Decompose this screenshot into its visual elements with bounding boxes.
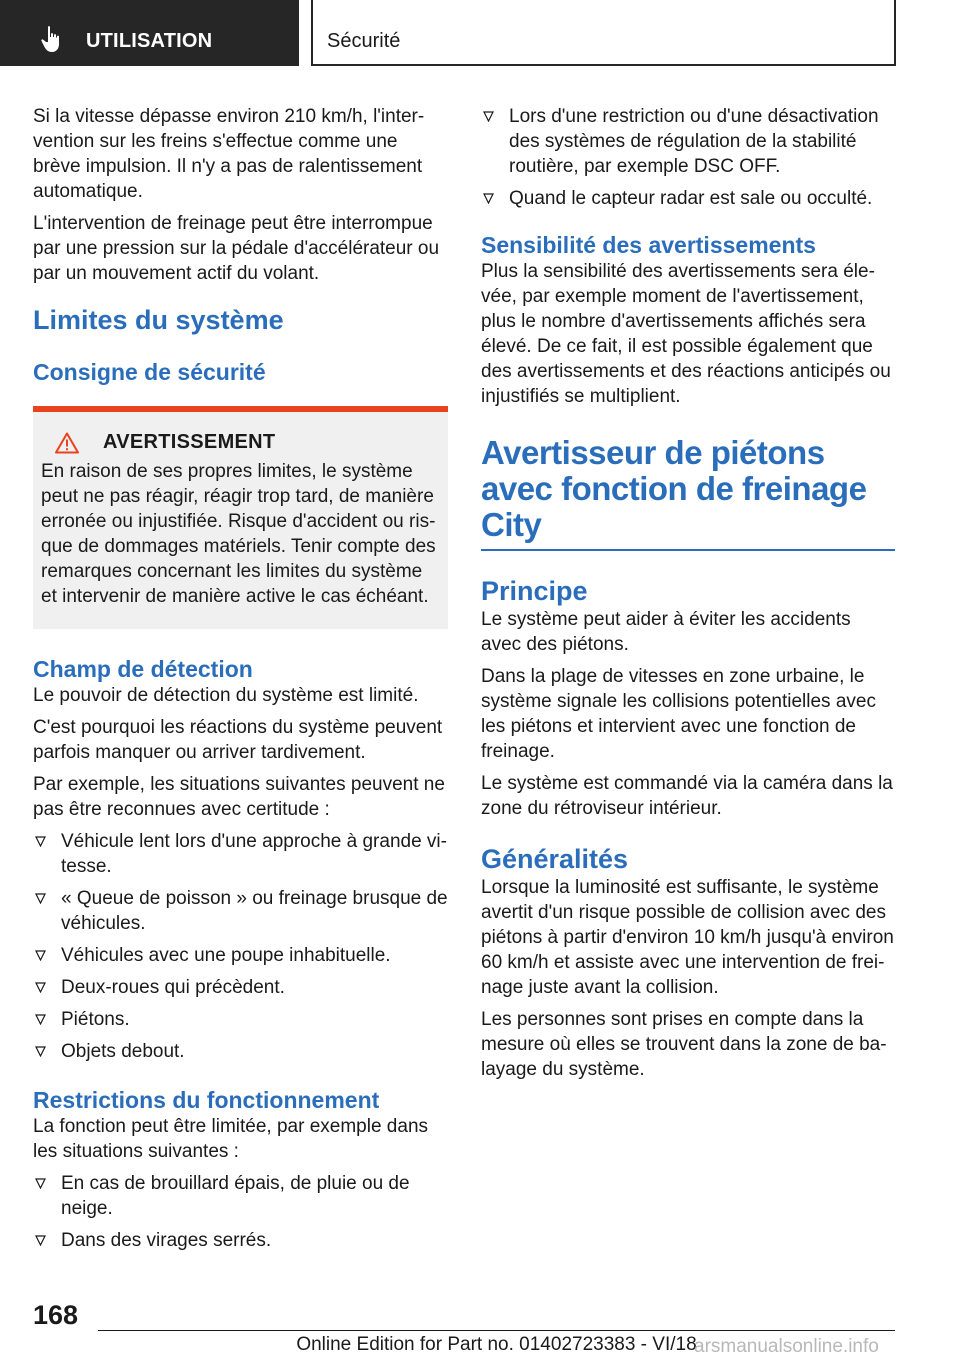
page-header xyxy=(0,0,960,66)
list-item: Quand le capteur radar est sale ou occulté. xyxy=(481,186,895,211)
watermark: arsmanualsonline.info xyxy=(694,1336,879,1357)
list-item: Piétons. xyxy=(33,1007,448,1032)
list-item: Objets debout. xyxy=(33,1039,448,1064)
paragraph: La fonction peut être limitée, par exemple dans les situations suivantes : xyxy=(33,1116,429,1162)
list-item: Deux-roues qui précèdent. xyxy=(33,975,448,1000)
paragraph: Par exemple, les situations suivantes peuvent ne pas être reconnues avec certitude : xyxy=(33,774,445,820)
paragraph: Le système peut aider à éviter les accidents avec des piétons. xyxy=(481,609,851,655)
triangle-bullet-icon xyxy=(483,111,494,122)
chapter-title: Avertisseur de piétons avec fonction de freinage City xyxy=(481,434,867,543)
section-label: UTILISATION xyxy=(86,30,213,52)
triangle-bullet-icon xyxy=(35,893,46,904)
situations-list xyxy=(33,829,448,1064)
paragraph: C'est pourquoi les réactions du système peuvent parfois manquer ou arriver tardivement. xyxy=(33,717,443,763)
restrictions-list-continued xyxy=(481,104,895,211)
list-item: En cas de brouillard épais, de pluie ou de neige. xyxy=(33,1171,448,1221)
triangle-bullet-icon xyxy=(483,193,494,204)
paragraph: Les personnes sont prises en compte dans la mesure où elles se trouvent dans la zone de ba‐layage du système. xyxy=(481,1009,887,1080)
warning-triangle-icon xyxy=(55,432,79,454)
heading-limites: Limites du système xyxy=(33,305,284,335)
heading-champ: Champ de détection xyxy=(33,656,253,682)
heading-sensibilite: Sensibilité des avertissements xyxy=(481,232,816,258)
footer-divider xyxy=(98,1330,895,1331)
triangle-bullet-icon xyxy=(35,1235,46,1246)
triangle-bullet-icon xyxy=(35,1046,46,1057)
right-column xyxy=(481,104,895,1089)
heading-generalites: Généralités xyxy=(481,844,629,874)
paragraph: Le système est commandé via la caméra dans la zone du rétroviseur intérieur. xyxy=(481,773,893,819)
paragraph: Le pouvoir de détection du système est limité. xyxy=(33,685,419,706)
paragraph: Si la vitesse dépasse environ 210 km/h, l'inter‐vention sur les freins s'effectue comme une brève impulsion. Il n'y a pas de ralentissement automatique. xyxy=(33,106,425,202)
warning-text: En raison de ses propres limites, le système peut ne pas réagir, réagir trop tard, de manière erronée ou injustifiée. Risque d'accident ou ris‐que de dommages matériels. Tenir compte des remarques concernant les limites du système et intervenir de manière active le cas échéant. xyxy=(41,461,436,607)
hand-pointer-icon xyxy=(40,25,64,53)
restrictions-list xyxy=(33,1171,448,1253)
list-item: Lors d'une restriction ou d'une désactivation des systèmes de régulation de la stabilité routière, par exemple DSC OFF. xyxy=(481,104,895,179)
list-item: Dans des virages serrés. xyxy=(33,1228,448,1253)
list-item: Véhicule lent lors d'une approche à grande vi‐tesse. xyxy=(33,829,448,879)
warning-title: AVERTISSEMENT xyxy=(103,431,276,453)
left-column xyxy=(33,104,448,1260)
paragraph: Lorsque la luminosité est suffisante, le système avertit d'un risque possible de collision avec des piétons à partir d'environ 10 km/h jusqu'à environ 60 km/h et assiste avec une intervention de frei‐nage juste avant la collision. xyxy=(481,877,894,998)
chapter-title-block xyxy=(481,435,895,551)
triangle-bullet-icon xyxy=(35,950,46,961)
subsection-tab xyxy=(311,0,896,66)
subsection-label: Sécurité xyxy=(327,30,401,52)
heading-consigne: Consigne de sécurité xyxy=(33,359,266,385)
footer-edition: Online Edition for Part no. 01402723383 - VI/18 xyxy=(296,1334,697,1355)
triangle-bullet-icon xyxy=(35,1014,46,1025)
triangle-bullet-icon xyxy=(35,1178,46,1189)
paragraph: Plus la sensibilité des avertissements sera éle‐vée, par exemple moment de l'avertissement, plus le nombre d'avertissements affichés sera élevé. De ce fait, il est possible également que des avertissements et des réactions anticipés ou injustifiés se multiplient. xyxy=(481,261,891,407)
list-item: Véhicules avec une poupe inhabituelle. xyxy=(33,943,448,968)
triangle-bullet-icon xyxy=(35,836,46,847)
section-tab xyxy=(0,0,299,66)
list-item: « Queue de poisson » ou freinage brusque de véhicules. xyxy=(33,886,448,936)
heading-restrictions: Restrictions du fonctionnement xyxy=(33,1087,380,1113)
paragraph: Dans la plage de vitesses en zone urbaine, le système signale les collisions potentielles avec les piétons et intervient avec une fonction de freinage. xyxy=(481,666,876,762)
page-number: 168 xyxy=(33,1300,79,1330)
paragraph: L'intervention de freinage peut être interrompue par une pression sur la pédale d'accélérateur ou par un mouvement actif du volant. xyxy=(33,213,440,284)
heading-principe: Principe xyxy=(481,576,588,606)
triangle-bullet-icon xyxy=(35,982,46,993)
warning-box xyxy=(33,406,448,629)
